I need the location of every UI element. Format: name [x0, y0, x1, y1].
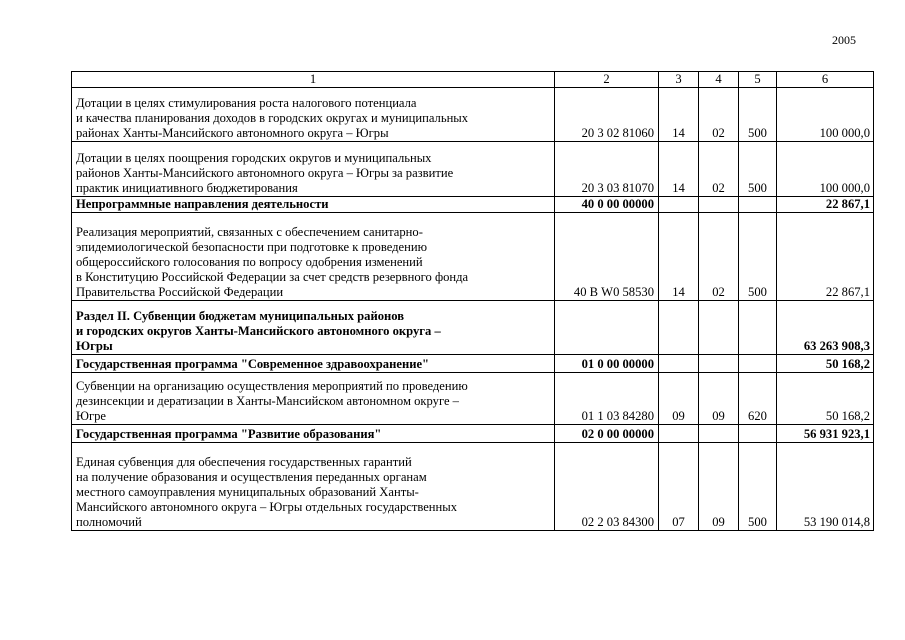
row-amount: 100 000,0: [777, 88, 874, 142]
row-col5: 500: [739, 443, 777, 531]
row-col5: [739, 301, 777, 355]
row-description: Государственная программа "Современное здравоохранение": [72, 355, 555, 373]
row-col5: 500: [739, 213, 777, 301]
row-col4: [699, 301, 739, 355]
row-col3: 14: [659, 142, 699, 197]
row-col3: [659, 425, 699, 443]
table-row: [72, 301, 874, 355]
row-amount: 22 867,1: [777, 197, 874, 213]
row-amount: 56 931 923,1: [777, 425, 874, 443]
row-col5: [739, 355, 777, 373]
row-col4: [699, 425, 739, 443]
row-col4: 02: [699, 213, 739, 301]
row-description: Дотации в целях стимулирования роста налогового потенциала и качества планирования доходов в городских округах и муниципальных районах Ханты-Мансийского автономного округа – Югры: [72, 88, 555, 142]
table-row: [72, 197, 874, 213]
row-description: Непрограммные направления деятельности: [72, 197, 555, 213]
row-col3: [659, 197, 699, 213]
row-amount: 63 263 908,3: [777, 301, 874, 355]
row-amount: 100 000,0: [777, 142, 874, 197]
row-col4: [699, 355, 739, 373]
header-cell: 3: [659, 72, 699, 88]
table-row: [72, 425, 874, 443]
row-code: [555, 301, 659, 355]
row-description: Дотации в целях поощрения городских округов и муниципальных районов Ханты-Мансийского автономного округа – Югры за развитие практик инициативного бюджетирования: [72, 142, 555, 197]
row-description: Раздел II. Субвенции бюджетам муниципальных районов и городских округов Ханты-Мансийского автономного округа – Югры: [72, 301, 555, 355]
row-col3: 07: [659, 443, 699, 531]
row-code: 01 0 00 00000: [555, 355, 659, 373]
table-row: [72, 443, 874, 531]
row-code: 20 3 03 81070: [555, 142, 659, 197]
row-code: 02 2 03 84300: [555, 443, 659, 531]
row-code: 20 3 02 81060: [555, 88, 659, 142]
header-cell: 4: [699, 72, 739, 88]
table-header-row: [72, 72, 874, 88]
row-code: 01 1 03 84280: [555, 373, 659, 425]
table-row: [72, 355, 874, 373]
row-code: 02 0 00 00000: [555, 425, 659, 443]
budget-table-body: [72, 72, 874, 531]
row-col4: 02: [699, 142, 739, 197]
row-amount: 53 190 014,8: [777, 443, 874, 531]
row-description: Единая субвенция для обеспечения государственных гарантий на получение образования и осуществления переданных органам местного самоуправления муниципальных образований Ханты- Мансийского автономного округа – Югры отдельных государственных полномочий: [72, 443, 555, 531]
row-col3: [659, 301, 699, 355]
header-cell: 2: [555, 72, 659, 88]
row-amount: 50 168,2: [777, 373, 874, 425]
table-row: [72, 88, 874, 142]
header-cell: 1: [72, 72, 555, 88]
table-row: [72, 142, 874, 197]
row-col5: [739, 197, 777, 213]
table-row: [72, 373, 874, 425]
row-col3: [659, 355, 699, 373]
row-code: 40 0 00 00000: [555, 197, 659, 213]
row-col4: 02: [699, 88, 739, 142]
row-col3: 09: [659, 373, 699, 425]
row-description: Государственная программа "Развитие образования": [72, 425, 555, 443]
row-col4: 09: [699, 373, 739, 425]
row-col3: 14: [659, 213, 699, 301]
row-amount: 22 867,1: [777, 213, 874, 301]
row-col5: 500: [739, 88, 777, 142]
row-col5: [739, 425, 777, 443]
row-col3: 14: [659, 88, 699, 142]
row-col4: [699, 197, 739, 213]
header-cell: 6: [777, 72, 874, 88]
header-cell: 5: [739, 72, 777, 88]
row-col5: 620: [739, 373, 777, 425]
row-description: Субвенции на организацию осуществления мероприятий по проведению дезинсекции и дератизации в Ханты-Мансийском автономном округе – Югре: [72, 373, 555, 425]
row-col4: 09: [699, 443, 739, 531]
row-col5: 500: [739, 142, 777, 197]
row-amount: 50 168,2: [777, 355, 874, 373]
row-description: Реализация мероприятий, связанных с обеспечением санитарно- эпидемиологической безопасности при подготовке к проведению общероссийского голосования по вопросу одобрения изменений в Конституцию Российской Федерации за счет средств резервного фонда Правительства Российской Федерации: [72, 213, 555, 301]
page-number: 2005: [832, 33, 856, 47]
budget-table: [71, 71, 874, 531]
table-row: [72, 213, 874, 301]
row-code: 40 В W0 58530: [555, 213, 659, 301]
